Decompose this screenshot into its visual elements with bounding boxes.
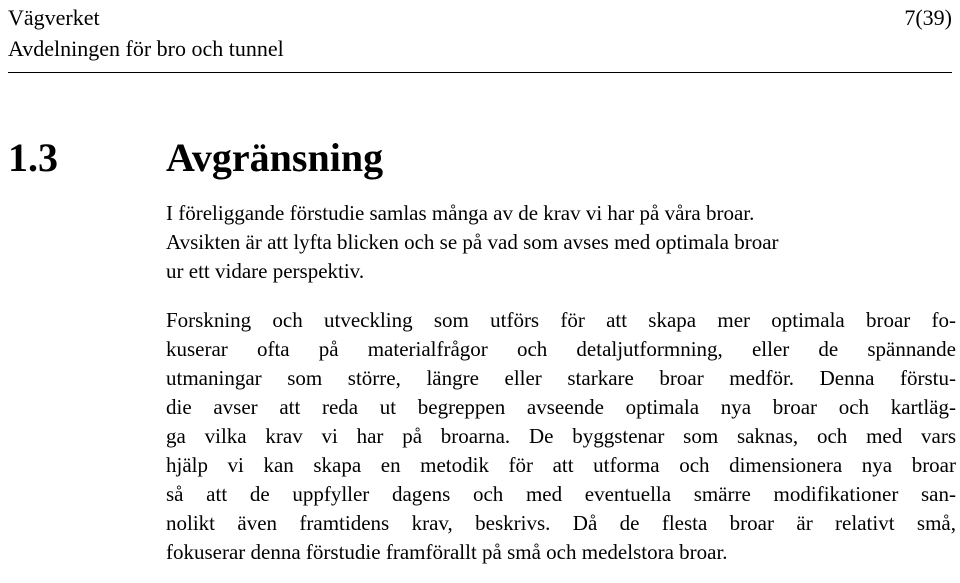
paragraph-line: nolikt även framtidens krav, beskrivs. Då de flesta broar är relativt små, (166, 511, 956, 535)
paragraph-line: fokuserar denna förstudie framförallt på små och medelstora broar. (166, 540, 728, 564)
header-department: Avdelningen för bro och tunnel (8, 36, 284, 61)
paragraph-line: hjälp vi kan skapa en metodik för att utforma och dimensionera nya broar (166, 453, 956, 477)
page-header (8, 2, 952, 64)
section-number: 1.3 (8, 135, 58, 180)
page-number: 7(39) (904, 5, 952, 30)
paragraph-line: så att de uppfyller dagens och med eventuella smärre modifikationer san- (166, 482, 956, 506)
section-title: Avgränsning (166, 135, 384, 180)
section-heading (8, 132, 383, 184)
header-organization: Vägverket (8, 5, 100, 30)
paragraph-line: die avser att reda ut begreppen avseende optimala nya broar och kartläg- (166, 395, 956, 419)
header-divider (8, 72, 952, 73)
paragraph-line: I föreliggande förstudie samlas många av de krav vi har på våra broar. (166, 201, 755, 225)
paragraph-intro (166, 199, 956, 286)
paragraph-line: ga vilka krav vi har på broarna. De byggstenar som saknas, och med vars (166, 424, 956, 448)
paragraph-line: utmaningar som större, längre eller starkare broar medför. Denna förstu- (166, 366, 956, 390)
paragraph-line: Avsikten är att lyfta blicken och se på vad som avses med optimala broar (166, 230, 779, 254)
paragraph-research (166, 306, 956, 567)
paragraph-line: ur ett vidare perspektiv. (166, 259, 365, 283)
paragraph-line: kuserar ofta på materialfrågor och detaljutformning, eller de spännande (166, 337, 956, 361)
paragraph-line: Forskning och utveckling som utförs för att skapa mer optimala broar fo- (166, 308, 956, 332)
